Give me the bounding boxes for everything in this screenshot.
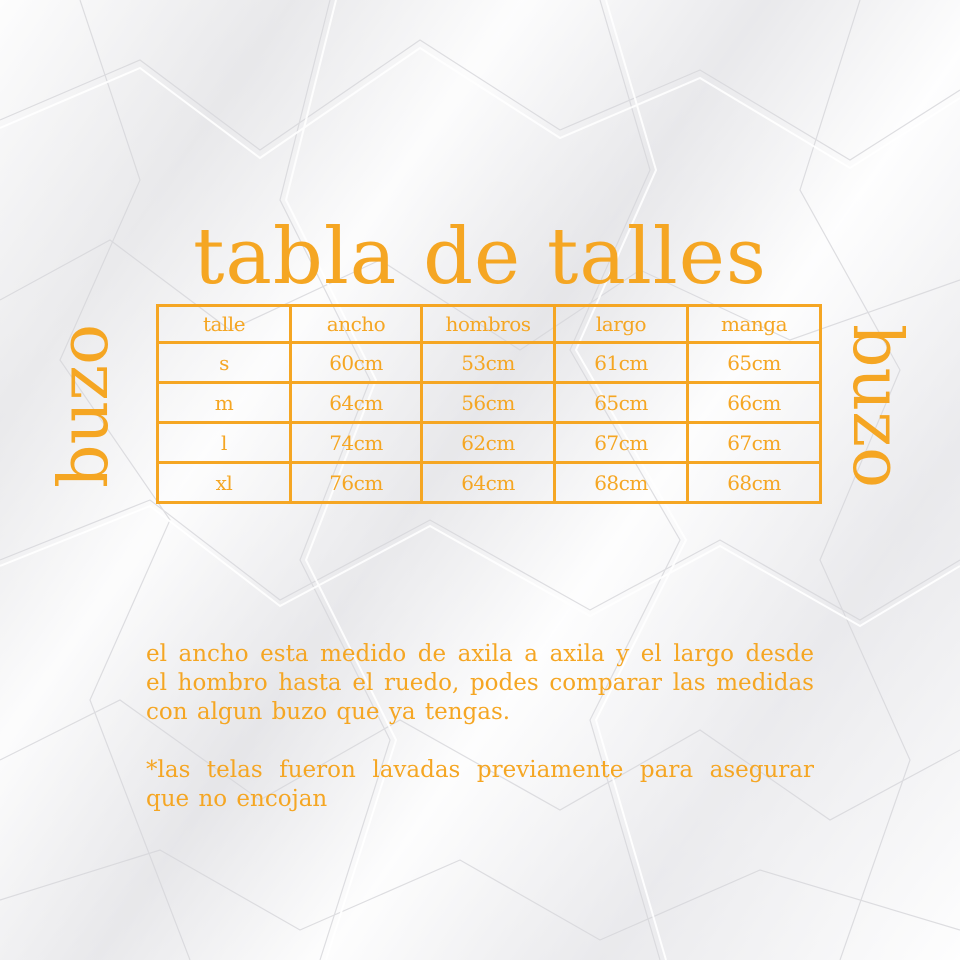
cell-manga: 67cm [688,423,821,463]
header-hombros: hombros [422,306,555,343]
table-header-row [158,306,821,343]
header-manga: manga [688,306,821,343]
cell-largo: 67cm [555,423,688,463]
table-row [158,423,821,463]
cell-largo: 68cm [555,463,688,503]
cell-hombros: 62cm [422,423,555,463]
cell-manga: 68cm [688,463,821,503]
cell-largo: 65cm [555,383,688,423]
side-label-left: buzo [45,323,124,489]
cell-ancho: 74cm [291,423,422,463]
table-row [158,463,821,503]
fabric-note: *las telas fueron lavadas previamente para asegurar que no encojan [146,757,814,812]
cell-ancho: 76cm [291,463,422,503]
side-label-right: buzo [837,323,916,489]
measurement-note: el ancho esta medido de axila a axila y el largo desde el hombro hasta el ruedo, podes comparar las medidas con algun buzo que ya tengas. [146,641,814,725]
cell-size: xl [158,463,291,503]
table-row [158,343,821,383]
header-ancho: ancho [291,306,422,343]
cell-ancho: 64cm [291,383,422,423]
table-row [158,383,821,423]
header-talle: talle [158,306,291,343]
cell-ancho: 60cm [291,343,422,383]
cell-size: l [158,423,291,463]
cell-largo: 61cm [555,343,688,383]
cell-hombros: 56cm [422,383,555,423]
cell-manga: 66cm [688,383,821,423]
cell-size: m [158,383,291,423]
cell-manga: 65cm [688,343,821,383]
size-chart-table [156,304,822,504]
header-largo: largo [555,306,688,343]
cell-hombros: 64cm [422,463,555,503]
page-title: tabla de talles [193,212,767,303]
cell-size: s [158,343,291,383]
cell-hombros: 53cm [422,343,555,383]
